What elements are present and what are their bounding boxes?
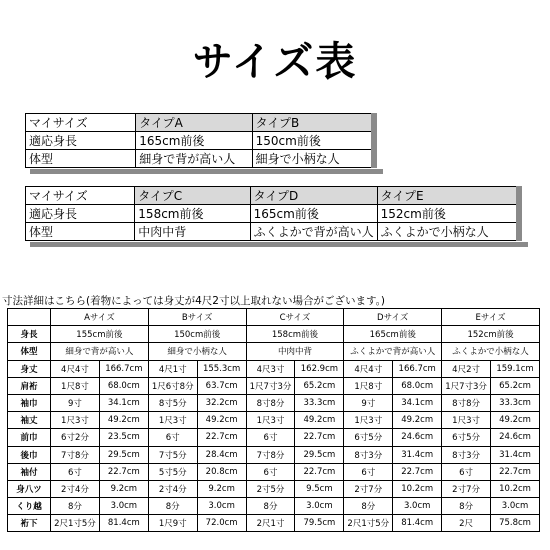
guide-row [26,205,520,223]
measurement-cm: 29.5cm [99,446,148,463]
measurement-traditional: 1尺8寸 [51,377,100,394]
measurement-cm: 22.7cm [295,463,344,480]
measurement-cm: 10.2cm [491,480,540,497]
type-guide-table-ab [25,113,377,168]
guide-cell: 165cm前後 [250,205,377,223]
measurement-traditional: 1尺3寸 [246,412,295,429]
measurement-row [8,360,540,377]
measurement-cm: 29.5cm [295,446,344,463]
measurement-traditional: 1尺8寸 [344,377,393,394]
guide-header-cell: タイプD [250,187,377,205]
height-cell: 155cm前後 [51,326,149,343]
measurement-traditional: 4尺3寸 [246,360,295,377]
height-cell: 165cm前後 [344,326,442,343]
measurement-label: 肩裄 [8,377,51,394]
detail-note: 寸法詳細はこちら(着物によっては身丈が4尺2寸以上取れない場合がございます。) [2,295,385,307]
measurement-cm: 3.0cm [295,498,344,515]
guide-row-label: 体型 [26,150,136,168]
measurement-traditional: 6寸5分 [442,429,491,446]
measurement-traditional: 8寸3分 [344,446,393,463]
measurement-cm: 33.3cm [491,394,540,411]
measurement-traditional: 8寸8分 [442,394,491,411]
measurement-cm: 3.0cm [197,498,246,515]
guide-cell: 細身で小柄な人 [252,150,374,168]
measurement-row [8,463,540,480]
measurement-traditional: 1尺3寸 [442,412,491,429]
height-cell: 150cm前後 [148,326,246,343]
measurement-traditional: 2尺1寸 [246,515,295,532]
detail-row-label: 体型 [8,343,51,360]
guide-header-cell: タイプA [136,114,252,132]
measurement-cm: 34.1cm [393,394,442,411]
guide-row [26,132,375,150]
measurement-cm: 159.1cm [491,360,540,377]
measurement-label: 袖付 [8,463,51,480]
measurement-traditional: 6寸 [442,463,491,480]
measurement-cm: 79.5cm [295,515,344,532]
measurement-traditional: 1尺3寸 [148,412,197,429]
measurement-row [8,429,540,446]
measurement-traditional: 2尺1寸5分 [344,515,393,532]
measurement-cm: 9.5cm [295,480,344,497]
body-type-cell: 中肉中背 [246,343,344,360]
guide-header-cell: マイサイズ [26,187,135,205]
detail-body-row [8,343,540,360]
measurement-traditional: 2寸5分 [246,480,295,497]
measurement-traditional: 6寸 [246,463,295,480]
measurement-cm: 9.2cm [197,480,246,497]
measurement-traditional: 2寸4分 [51,480,100,497]
guide-cell: 152cm前後 [377,205,519,223]
measurement-label: 袖丈 [8,412,51,429]
measurement-traditional: 6寸 [148,429,197,446]
measurement-cm: 3.0cm [393,498,442,515]
measurement-traditional: 8分 [344,498,393,515]
guide-cell: ふくよかで背が高い人 [250,223,377,241]
measurement-traditional: 6寸2分 [51,429,100,446]
measurement-traditional: 2尺 [442,515,491,532]
measurement-cm: 32.2cm [197,394,246,411]
size-header-cell: Dサイズ [344,309,442,326]
measurement-cm: 49.2cm [393,412,442,429]
measurement-traditional: 1尺3寸 [51,412,100,429]
measurement-cm: 166.7cm [393,360,442,377]
measurement-traditional: 8寸8分 [246,394,295,411]
measurement-cm: 81.4cm [393,515,442,532]
measurement-traditional: 2寸4分 [148,480,197,497]
size-detail-table [7,308,540,532]
measurement-cm: 49.2cm [295,412,344,429]
measurement-cm: 162.9cm [295,360,344,377]
measurement-traditional: 4尺2寸 [442,360,491,377]
measurement-label: 袖巾 [8,394,51,411]
measurement-row [8,480,540,497]
measurement-cm: 33.3cm [295,394,344,411]
table-shadow [30,242,528,247]
measurement-cm: 63.7cm [197,377,246,394]
size-header-cell: Aサイズ [51,309,149,326]
measurement-cm: 22.7cm [393,463,442,480]
measurement-traditional: 1尺3寸 [344,412,393,429]
measurement-cm: 24.6cm [393,429,442,446]
measurement-cm: 49.2cm [197,412,246,429]
measurement-cm: 166.7cm [99,360,148,377]
guide-row [26,223,520,241]
guide-header-cell: タイプB [252,114,374,132]
measurement-cm: 22.7cm [197,429,246,446]
measurement-cm: 49.2cm [491,412,540,429]
measurement-cm: 22.7cm [295,429,344,446]
measurement-traditional: 6寸 [246,429,295,446]
type-guide-table-cde [25,186,522,241]
measurement-label: 身八ツ [8,480,51,497]
measurement-cm: 23.5cm [99,429,148,446]
measurement-cm: 65.2cm [295,377,344,394]
measurement-label: 前巾 [8,429,51,446]
measurement-traditional: 7寸8分 [51,446,100,463]
measurement-traditional: 5寸5分 [148,463,197,480]
table-shadow [30,169,383,174]
measurement-traditional: 8分 [51,498,100,515]
measurement-traditional: 7寸5分 [148,446,197,463]
measurement-traditional: 8寸3分 [442,446,491,463]
measurement-traditional: 4尺4寸 [51,360,100,377]
measurement-traditional: 6寸 [344,463,393,480]
measurement-cm: 75.8cm [491,515,540,532]
measurement-row [8,394,540,411]
guide-row-label: 適応身長 [26,132,136,150]
guide-row [26,150,375,168]
measurement-row [8,377,540,394]
measurement-cm: 31.4cm [393,446,442,463]
measurement-row [8,446,540,463]
measurement-traditional: 8分 [148,498,197,515]
body-type-cell: 細身で小柄な人 [148,343,246,360]
measurement-cm: 10.2cm [393,480,442,497]
guide-cell: 150cm前後 [252,132,374,150]
guide-cell: 細身で背が高い人 [136,150,252,168]
measurement-cm: 65.2cm [491,377,540,394]
measurement-cm: 49.2cm [99,412,148,429]
measurement-cm: 24.6cm [491,429,540,446]
measurement-cm: 20.8cm [197,463,246,480]
measurement-traditional: 4尺1寸 [148,360,197,377]
measurement-traditional: 9寸 [51,394,100,411]
guide-header-row [26,187,520,205]
measurement-traditional: 8分 [246,498,295,515]
measurement-traditional: 2寸7分 [344,480,393,497]
measurement-label: 裄下 [8,515,51,532]
measurement-cm: 28.4cm [197,446,246,463]
measurement-cm: 3.0cm [491,498,540,515]
body-type-cell: ふくよかで小柄な人 [442,343,540,360]
measurement-cm: 72.0cm [197,515,246,532]
height-cell: 152cm前後 [442,326,540,343]
body-type-cell: ふくよかで背が高い人 [344,343,442,360]
size-header-cell: Cサイズ [246,309,344,326]
measurement-cm: 22.7cm [99,463,148,480]
guide-row-label: 適応身長 [26,205,135,223]
measurement-row [8,412,540,429]
measurement-traditional: 8寸5分 [148,394,197,411]
measurement-traditional: 1尺6寸8分 [148,377,197,394]
measurement-cm: 68.0cm [99,377,148,394]
detail-height-row [8,326,540,343]
measurement-traditional: 8分 [442,498,491,515]
detail-row-label: 身長 [8,326,51,343]
measurement-row [8,498,540,515]
guide-header-cell: マイサイズ [26,114,136,132]
measurement-traditional: 2尺1寸5分 [51,515,100,532]
measurement-traditional: 1尺7寸3分 [246,377,295,394]
measurement-traditional: 6寸 [51,463,100,480]
measurement-label: 後巾 [8,446,51,463]
measurement-traditional: 4尺4寸 [344,360,393,377]
measurement-label: 身丈 [8,360,51,377]
page-title: サイズ表 [192,38,358,85]
measurement-cm: 22.7cm [491,463,540,480]
measurement-traditional: 2寸7分 [442,480,491,497]
body-type-cell: 細身で背が高い人 [51,343,149,360]
size-header-cell: Bサイズ [148,309,246,326]
guide-header-row [26,114,375,132]
detail-header-row [8,309,540,326]
guide-cell: 165cm前後 [136,132,252,150]
measurement-cm: 34.1cm [99,394,148,411]
guide-cell: 158cm前後 [135,205,250,223]
measurement-row [8,515,540,532]
guide-cell: ふくよかで小柄な人 [377,223,519,241]
guide-row-label: 体型 [26,223,135,241]
measurement-cm: 155.3cm [197,360,246,377]
measurement-cm: 9.2cm [99,480,148,497]
measurement-cm: 31.4cm [491,446,540,463]
measurement-cm: 68.0cm [393,377,442,394]
measurement-cm: 3.0cm [99,498,148,515]
detail-corner-cell [8,309,51,326]
measurement-traditional: 9寸 [344,394,393,411]
guide-cell: 中肉中背 [135,223,250,241]
measurement-cm: 81.4cm [99,515,148,532]
size-header-cell: Eサイズ [442,309,540,326]
guide-header-cell: タイプE [377,187,519,205]
measurement-traditional: 7寸8分 [246,446,295,463]
measurement-traditional: 6寸5分 [344,429,393,446]
measurement-traditional: 1尺9寸 [148,515,197,532]
height-cell: 158cm前後 [246,326,344,343]
measurement-label: くり越 [8,498,51,515]
measurement-traditional: 1尺7寸3分 [442,377,491,394]
guide-header-cell: タイプC [135,187,250,205]
